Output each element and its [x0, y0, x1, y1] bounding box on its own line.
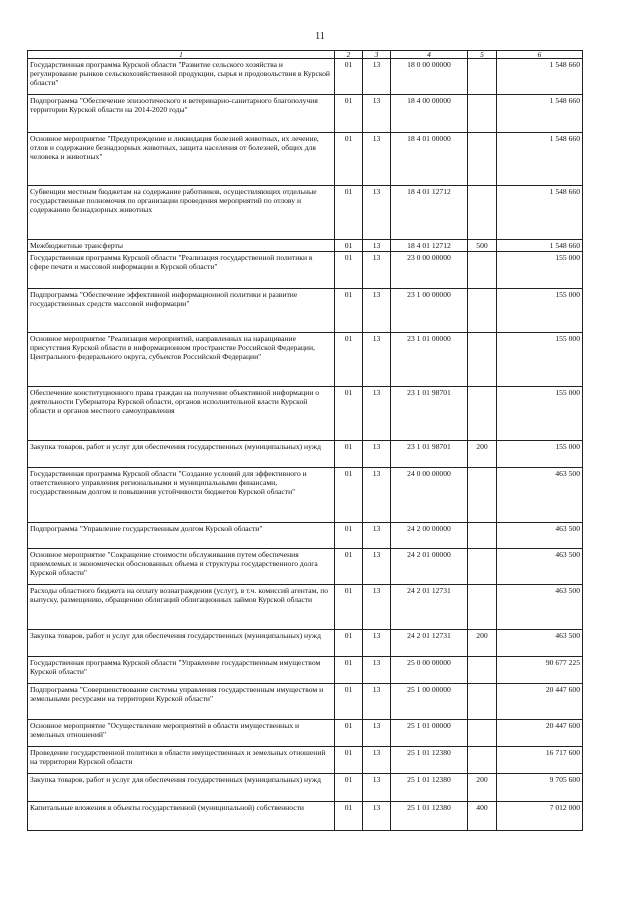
row-rz-cell: 01 [335, 720, 363, 747]
row-vr-cell: 200 [468, 441, 497, 468]
row-csr-cell: 25 1 01 12380 [391, 802, 468, 831]
row-rz-cell: 01 [335, 585, 363, 630]
row-pr-cell: 13 [363, 387, 391, 441]
row-vr-cell [468, 747, 497, 774]
row-rz-cell: 01 [335, 774, 363, 802]
row-sum-cell: 9 705 600 [497, 774, 583, 802]
row-rz-cell: 01 [335, 59, 363, 95]
row-pr-cell: 13 [363, 747, 391, 774]
row-name-cell: Закупка товаров, работ и услуг для обеспечения государственных (муниципальных) нужд [28, 630, 335, 657]
row-csr-cell: 18 0 00 00000 [391, 59, 468, 95]
row-rz-cell: 01 [335, 441, 363, 468]
row-pr-cell: 13 [363, 684, 391, 720]
header-cell-name: 1 [28, 51, 335, 59]
row-rz-cell: 01 [335, 802, 363, 831]
table-row [28, 684, 583, 720]
table-row [28, 523, 583, 549]
row-rz-cell: 01 [335, 468, 363, 523]
row-sum-cell: 463 500 [497, 468, 583, 523]
row-name-cell: Субвенции местным бюджетам на содержание работников, осуществляющих отдельные государственные полномочия по организации проведения мероприятий по отлову и содержанию безнадзорных животных [28, 186, 335, 240]
row-name-cell: Основное мероприятие "Сокращение стоимости обслуживания путем обеспечения приемлемых и экономически обоснованных объема и структуры государственного долга Курской области" [28, 549, 335, 585]
row-name-cell: Подпрограмма "Обеспечение эффективной информационной политики и развитие государственных средств массовой информации" [28, 289, 335, 333]
row-sum-cell: 463 500 [497, 630, 583, 657]
row-sum-cell: 20 447 600 [497, 720, 583, 747]
table-row [28, 333, 583, 387]
row-pr-cell: 13 [363, 585, 391, 630]
table-row [28, 630, 583, 657]
row-name-cell: Расходы областного бюджета на оплату вознаграждения (услуг), в т.ч. комиссий агентам, по выпуску, размещению, обращению облигаций облигационных займов Курской области [28, 585, 335, 630]
table-row [28, 186, 583, 240]
header-row [28, 51, 583, 59]
row-name-cell: Подпрограмма "Управление государственным долгом Курской области" [28, 523, 335, 549]
row-csr-cell: 24 2 00 00000 [391, 523, 468, 549]
row-sum-cell: 463 500 [497, 585, 583, 630]
row-csr-cell: 18 4 01 12712 [391, 240, 468, 252]
table-row [28, 387, 583, 441]
header-cell-rz: 2 [335, 51, 363, 59]
row-csr-cell: 25 1 01 12380 [391, 774, 468, 802]
table-row [28, 240, 583, 252]
row-csr-cell: 18 4 00 00000 [391, 95, 468, 133]
row-vr-cell [468, 657, 497, 684]
table-row [28, 720, 583, 747]
row-csr-cell: 23 1 00 00000 [391, 289, 468, 333]
row-vr-cell [468, 523, 497, 549]
row-pr-cell: 13 [363, 252, 391, 289]
header-cell-vr: 5 [468, 51, 497, 59]
row-name-cell: Закупка товаров, работ и услуг для обеспечения государственных (муниципальных) нужд [28, 774, 335, 802]
row-pr-cell: 13 [363, 468, 391, 523]
row-name-cell: Закупка товаров, работ и услуг для обеспечения государственных (муниципальных) нужд [28, 441, 335, 468]
row-sum-cell: 20 447 600 [497, 684, 583, 720]
row-csr-cell: 24 0 00 00000 [391, 468, 468, 523]
row-csr-cell: 18 4 01 00000 [391, 133, 468, 186]
row-sum-cell: 155 000 [497, 252, 583, 289]
row-csr-cell: 24 2 01 12731 [391, 630, 468, 657]
row-rz-cell: 01 [335, 240, 363, 252]
table-row [28, 747, 583, 774]
row-name-cell: Государственная программа Курской области "Реализация государственной политики в сфере печати и массовой информации в Курской области" [28, 252, 335, 289]
row-pr-cell: 13 [363, 720, 391, 747]
row-vr-cell [468, 468, 497, 523]
row-pr-cell: 13 [363, 59, 391, 95]
row-name-cell: Основное мероприятие "Предупреждение и ликвидация болезней животных, их лечение, отлов и содержание безнадзорных животных, защита населения от болезней, общих для человека и животных" [28, 133, 335, 186]
table-row [28, 549, 583, 585]
row-vr-cell: 200 [468, 774, 497, 802]
row-pr-cell: 13 [363, 630, 391, 657]
row-csr-cell: 25 1 01 12380 [391, 747, 468, 774]
row-rz-cell: 01 [335, 186, 363, 240]
row-rz-cell: 01 [335, 630, 363, 657]
row-pr-cell: 13 [363, 549, 391, 585]
row-sum-cell: 1 548 660 [497, 240, 583, 252]
row-csr-cell: 25 1 00 00000 [391, 684, 468, 720]
row-sum-cell: 90 677 225 [497, 657, 583, 684]
row-vr-cell [468, 720, 497, 747]
table-row [28, 59, 583, 95]
row-rz-cell: 01 [335, 523, 363, 549]
row-pr-cell: 13 [363, 774, 391, 802]
row-pr-cell: 13 [363, 95, 391, 133]
row-csr-cell: 23 1 01 00000 [391, 333, 468, 387]
row-vr-cell [468, 333, 497, 387]
row-sum-cell: 1 548 660 [497, 186, 583, 240]
row-csr-cell: 24 2 01 00000 [391, 549, 468, 585]
row-csr-cell: 23 1 01 98701 [391, 441, 468, 468]
row-vr-cell [468, 684, 497, 720]
row-csr-cell: 24 2 01 12731 [391, 585, 468, 630]
row-csr-cell: 23 0 00 00000 [391, 252, 468, 289]
row-vr-cell: 500 [468, 240, 497, 252]
row-sum-cell: 7 012 000 [497, 802, 583, 831]
row-name-cell: Государственная программа Курской области "Развитие сельского хозяйства и регулирование рынков сельскохозяйственной продукции, сырья и продовольствия в Курской области" [28, 59, 335, 95]
row-vr-cell [468, 186, 497, 240]
row-name-cell: Межбюджетные трансферты [28, 240, 335, 252]
row-rz-cell: 01 [335, 95, 363, 133]
table-row [28, 585, 583, 630]
row-sum-cell: 155 000 [497, 333, 583, 387]
row-pr-cell: 13 [363, 441, 391, 468]
row-sum-cell: 155 000 [497, 441, 583, 468]
row-pr-cell: 13 [363, 657, 391, 684]
row-vr-cell: 400 [468, 802, 497, 831]
table-row [28, 441, 583, 468]
row-vr-cell [468, 549, 497, 585]
row-rz-cell: 01 [335, 387, 363, 441]
row-csr-cell: 25 0 00 00000 [391, 657, 468, 684]
row-vr-cell [468, 585, 497, 630]
row-name-cell: Основное мероприятие "Осуществление мероприятий в области имущественных и земельных отношений" [28, 720, 335, 747]
row-sum-cell: 1 548 660 [497, 133, 583, 186]
row-name-cell: Подпрограмма "Совершенствование системы управления государственным имуществом и земельными ресурсами на территории Курской области" [28, 684, 335, 720]
row-pr-cell: 13 [363, 289, 391, 333]
row-vr-cell: 200 [468, 630, 497, 657]
row-pr-cell: 13 [363, 523, 391, 549]
row-name-cell: Проведение государственной политики в области имущественных и земельных отношений на территории Курской области [28, 747, 335, 774]
table-row [28, 289, 583, 333]
table-row [28, 252, 583, 289]
table-row [28, 95, 583, 133]
header-cell-sum: 6 [497, 51, 583, 59]
row-sum-cell: 1 548 660 [497, 59, 583, 95]
row-rz-cell: 01 [335, 684, 363, 720]
table-row [28, 133, 583, 186]
row-rz-cell: 01 [335, 657, 363, 684]
table-row [28, 657, 583, 684]
row-rz-cell: 01 [335, 133, 363, 186]
row-sum-cell: 16 717 600 [497, 747, 583, 774]
row-csr-cell: 23 1 01 98701 [391, 387, 468, 441]
row-vr-cell [468, 289, 497, 333]
row-rz-cell: 01 [335, 252, 363, 289]
row-pr-cell: 13 [363, 333, 391, 387]
row-name-cell: Капитальные вложения в объекты государственной (муниципальной) собственности [28, 802, 335, 831]
row-rz-cell: 01 [335, 289, 363, 333]
header-cell-csr: 4 [391, 51, 468, 59]
row-vr-cell [468, 133, 497, 186]
row-rz-cell: 01 [335, 549, 363, 585]
row-vr-cell [468, 387, 497, 441]
row-vr-cell [468, 95, 497, 133]
row-sum-cell: 155 000 [497, 289, 583, 333]
row-rz-cell: 01 [335, 747, 363, 774]
row-name-cell: Обеспечение конституционного права граждан на получение объективной информации о деятельности Губернатора Курской области, органов исполнительной власти Курской области и органов местного самоуправления [28, 387, 335, 441]
row-name-cell: Государственная программа Курской области "Управление государственным имуществом Курской области" [28, 657, 335, 684]
row-name-cell: Основное мероприятие "Реализация мероприятий, направленных на наращивание присутствия Курской области в информационном пространстве Российской Федерации, Центрального федерального округа, субъектов Российской Федерации" [28, 333, 335, 387]
row-sum-cell: 155 000 [497, 387, 583, 441]
row-pr-cell: 13 [363, 802, 391, 831]
table-row [28, 468, 583, 523]
row-csr-cell: 18 4 01 12712 [391, 186, 468, 240]
header-cell-pr: 3 [363, 51, 391, 59]
row-pr-cell: 13 [363, 240, 391, 252]
budget-table [27, 50, 583, 831]
row-sum-cell: 1 548 660 [497, 95, 583, 133]
row-rz-cell: 01 [335, 333, 363, 387]
row-vr-cell [468, 59, 497, 95]
row-sum-cell: 463 500 [497, 523, 583, 549]
row-name-cell: Государственная программа Курской области "Создание условий для эффективного и ответственного управления региональными и муниципальными финансами, государственным долгом и повышения устойчивости бюджетов Курской области" [28, 468, 335, 523]
row-vr-cell [468, 252, 497, 289]
table-row [28, 802, 583, 831]
row-name-cell: Подпрограмма "Обеспечение эпизоотического и ветеринарно-санитарного благополучия территории Курской области на 2014-2020 годы" [28, 95, 335, 133]
table-row [28, 774, 583, 802]
row-csr-cell: 25 1 01 00000 [391, 720, 468, 747]
row-pr-cell: 13 [363, 186, 391, 240]
row-sum-cell: 463 500 [497, 549, 583, 585]
page-number: 11 [315, 31, 325, 42]
row-pr-cell: 13 [363, 133, 391, 186]
